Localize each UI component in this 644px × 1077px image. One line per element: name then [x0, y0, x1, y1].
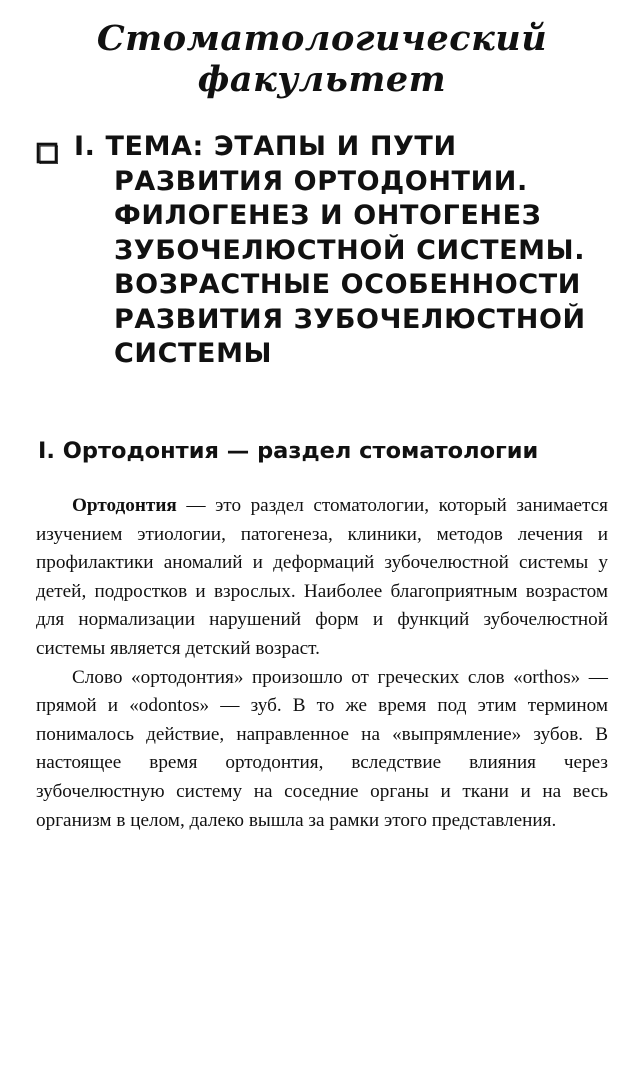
- term-ortodontiya: Ортодонтия: [72, 495, 177, 516]
- topic-title-line: РАЗВИТИЯ ОРТОДОНТИИ.: [114, 165, 528, 197]
- paragraph-text: — это раздел стоматологии, который занимается изучением этиологии, патогенеза, клиники, методов лечения и профилактики аномалий и деформаций зубочелюстной системы у детей, подростков и взрослых. Наиболее благоприятным возрастом для нормализации нарушений форм и функций зубочелюстной системы является детский возраст.: [36, 495, 608, 659]
- topic-title-line: РАЗВИТИЯ ЗУБОЧЕЛЮСТНОЙ: [114, 303, 586, 335]
- topic-title-line: СИСТЕМЫ: [114, 338, 273, 369]
- topic-title: [36, 130, 626, 372]
- topic-title-line: ВОЗРАСТНЫЕ ОСОБЕННОСТИ: [114, 269, 581, 300]
- topic-title-line: I. ТЕМА: ЭТАПЫ И ПУТИ: [74, 131, 457, 162]
- topic-title-line: ЗУБОЧЕЛЮСТНОЙ СИСТЕМЫ.: [114, 234, 586, 266]
- body-text: [36, 492, 608, 835]
- paragraph: [36, 664, 608, 836]
- running-head: Стоматологический факультет: [96, 18, 548, 100]
- section-heading: I. Ортодонтия — раздел стоматологии: [38, 438, 539, 464]
- topic-block: [36, 130, 626, 372]
- paragraph-text: Слово «ортодонтия» произошло от греческих слов «orthos» — прямой и «odontos» — зуб. В то же время под этим термином понималось действие, направленное на «выпрямление» зубов. В настоящее время ортодонтия, вследствие влияния через зубочелюстную систему на соседние органы и ткани и на весь организм в целом, далеко вышла за рамки этого представления.: [36, 666, 608, 831]
- topic-title-line: ФИЛОГЕНЕЗ И ОНТОГЕНЕЗ: [114, 200, 542, 231]
- checkbox-square-icon: [36, 142, 58, 164]
- paragraph: [36, 492, 608, 664]
